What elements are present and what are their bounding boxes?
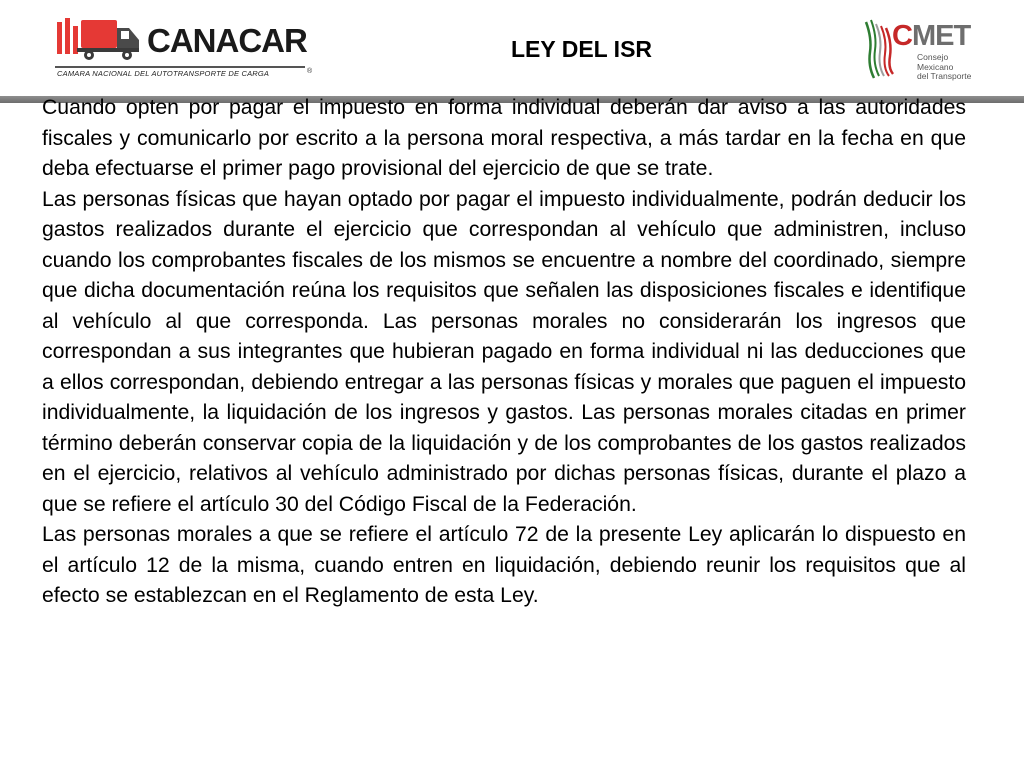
canacar-subtitle: CAMARA NACIONAL DEL AUTOTRANSPORTE DE CARGA bbox=[57, 69, 270, 78]
cmet-wordmark-rest: MET bbox=[911, 20, 971, 52]
slide-header bbox=[0, 0, 1024, 96]
body-paragraph: Cuando opten por pagar el impuesto en forma individual deberán dar aviso a las autoridades fiscales y comunicarlo por escrito a la persona moral respectiva, a más tardar en la fecha en que deba efectuarse el primer pago provisional del ejercicio de que se trate. bbox=[42, 96, 966, 180]
registered-mark: ® bbox=[307, 68, 313, 75]
canacar-wordmark: CANACAR bbox=[147, 22, 307, 59]
truck-icon bbox=[55, 16, 141, 62]
logo-divider bbox=[55, 66, 305, 68]
cmet-subtitle-line: del Transporte bbox=[917, 71, 972, 81]
cmet-subtitle-line: Mexicano bbox=[917, 61, 954, 72]
slide-body bbox=[42, 93, 966, 612]
cmet-wordmark-c: C bbox=[892, 20, 912, 52]
canacar-logo bbox=[55, 14, 325, 80]
cmet-wordmark bbox=[892, 20, 970, 53]
slide-title: LEY DEL ISR bbox=[511, 36, 653, 62]
body-paragraph: Las personas morales a que se refiere el artículo 72 de la presente Ley aplicarán lo dispuesto en el artículo 12 de la misma, cuando entren en liquidación, debiendo reunir los requisitos que al efecto se establezcan en el Reglamento de esta Ley. bbox=[42, 523, 966, 607]
cmet-subtitle bbox=[917, 53, 971, 82]
cmet-logo bbox=[862, 18, 992, 82]
flag-stripes-icon bbox=[862, 18, 896, 80]
body-paragraph: Las personas físicas que hayan optado por pagar el impuesto individualmente, podrán deducir los gastos realizados durante el ejercicio que correspondan al vehículo que administren, incluso cuando los comprobantes fiscales de los mismos se encuentre a nombre del coordinado, siempre que dicha documentación reúna los requisitos que señalen las disposiciones fiscales e identifique al vehículo al que corresponda. Las personas morales no considerarán los ingresos que correspondan a sus integrantes que hubieran pagado en forma individual ni las deducciones que a ellos correspondan, debiendo entregar a las personas físicas y morales que paguen el impuesto individualmente, la liquidación de los ingresos y gastos. Las personas morales citadas en primer término deberán conservar copia de la liquidación y de los comprobantes de los gastos realizados en el ejercicio, relativos al vehículo administrado por dichas personas físicas, durante el plazo a que se refiere el artículo 30 del Código Fiscal de la Federación. bbox=[42, 187, 966, 516]
cmet-subtitle-line: Consejo bbox=[917, 52, 949, 62]
